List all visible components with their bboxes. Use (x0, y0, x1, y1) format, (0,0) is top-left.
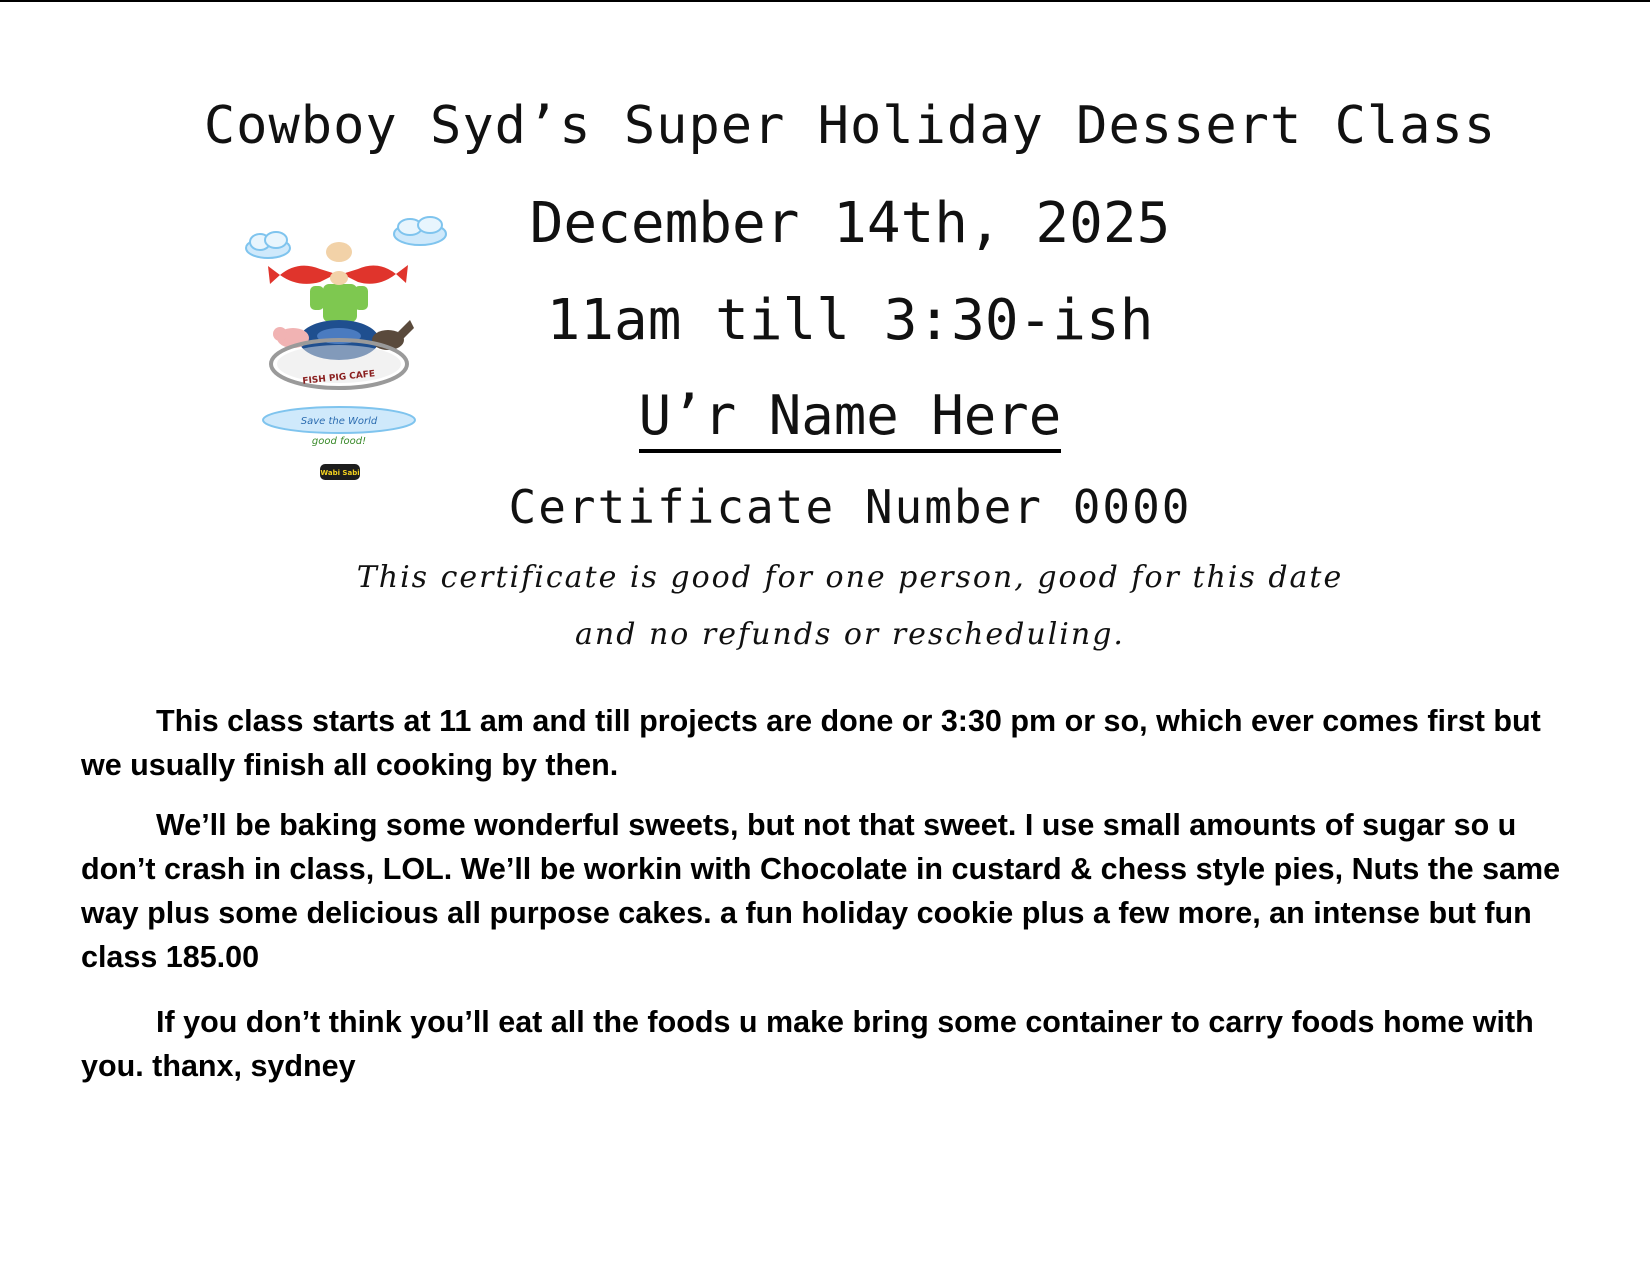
class-date: December 14th, 2025 (529, 191, 1171, 256)
logo-badge-text: Wabi Sabi (320, 469, 360, 477)
logo-caption: FISH PIG CAFE (301, 369, 376, 387)
cloud-icon-left (246, 232, 290, 258)
certificate-title: Cowboy Syd’s Super Holiday Dessert Class (203, 96, 1497, 156)
logo-slogan-2: good food! (311, 436, 367, 447)
wabi-sabi-badge (320, 464, 360, 480)
top-border-line (0, 0, 1650, 2)
logo-slogan-1: Save the World (300, 416, 378, 427)
class-time: 11am till 3:30-ish (546, 288, 1154, 353)
paragraph-bring-container: If you don’t think you’ll eat all the foods u make bring some container to carry foods home with you. thanx, sydney (81, 1005, 1534, 1083)
fish-pig-cafe-logo (238, 212, 458, 512)
recipient-name-text: U’r Name Here (639, 384, 1062, 453)
paragraph-class-description: We’ll be baking some wonderful sweets, but not that sweet. I use small amounts of sugar so u don’t crash in class, LOL. We’ll be workin with Chocolate in custard & chess style pies, Nuts the same way plus some delicious all purpose cakes. a fun holiday cookie plus a few more, an intense but fun class 185.00 (81, 808, 1561, 974)
terms-line-1: This certificate is good for one person, good for this date (356, 560, 1344, 595)
slogan-banner (263, 407, 415, 447)
cloud-icon-right (394, 217, 446, 245)
terms-line-2: and no refunds or rescheduling. (575, 617, 1125, 652)
certificate-number: Certificate Number 0000 (508, 480, 1192, 534)
paragraph-class-schedule: This class starts at 11 am and till projects are done or 3:30 pm or so, which ever comes first but we usually finish all cooking by then. (81, 704, 1541, 782)
